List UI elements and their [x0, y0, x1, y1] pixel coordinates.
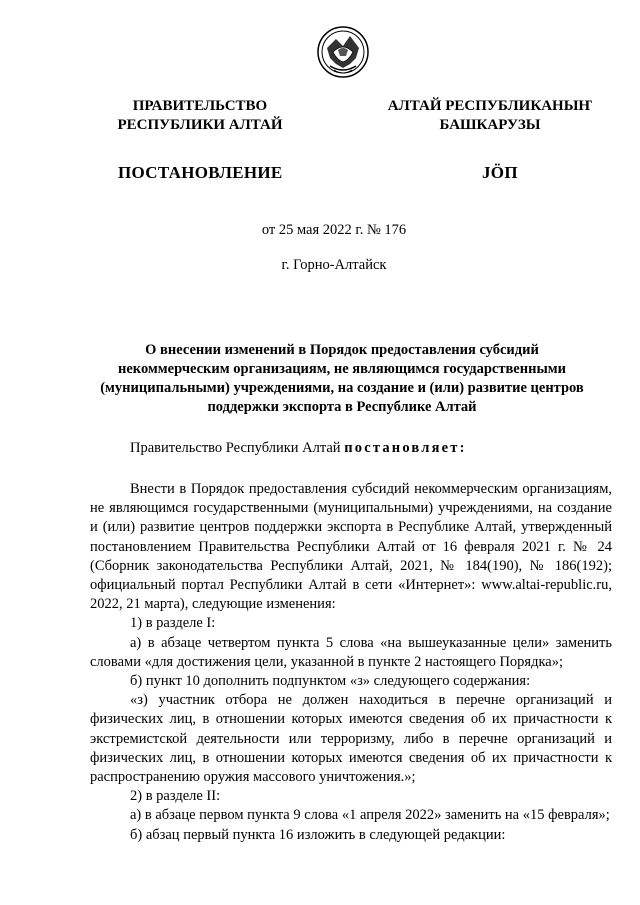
document-body [90, 480, 612, 845]
paragraph: а) в абзаце четвертом пункта 5 слова «на вышеуказанные цели» заменить словами «для достижения цели, указанной в пункте 2 настоящего Порядка»; [90, 634, 612, 670]
document-type-altai: JӦП [482, 163, 518, 182]
document-city: г. Горно-Алтайск [281, 257, 387, 273]
issuer-header-russian [100, 97, 300, 135]
issuer-line: АЛТАЙ РЕСПУБЛИКАНЫҤ [387, 98, 593, 114]
title-line: некоммерческим организациям, не являющимся государственными [118, 361, 566, 377]
title-line: поддержки экспорта в Республике Алтай [207, 399, 477, 415]
title-line: О внесении изменений в Порядок предоставления субсидий [145, 342, 539, 358]
coat-of-arms-emblem [316, 22, 370, 82]
paragraph: б) абзац первый пункта 16 изложить в следующей редакции: [130, 826, 506, 843]
paragraph: «з) участник отбора не должен находиться в перечне организаций и физических лиц, в отношении которых имеются сведения об их причастности к экстремистской деятельности или терроризму, либо в перечне организаций и физических лиц, в отношении которых имеются сведения об их причастности к распространению оружия массового уничтожения.»; [90, 692, 612, 786]
issuer-line: РЕСПУБЛИКИ АЛТАЙ [117, 117, 283, 133]
list-item: 2) в разделе II: [130, 788, 221, 805]
decree-text: Правительство Республики Алтай [130, 440, 345, 456]
issuer-header-altai [380, 97, 600, 135]
paragraph: Внести в Порядок предоставления субсидий некоммерческим организациям, не являющимся государственными (муниципальными) учреждениями, на создание и (или) развитие центров поддержки экспорта в Республике Алтай, утвержденный постановлением Правительства Республики Алтай от 16 февраля 2021 г. № 24 (Сборник законодательства Республики Алтай, 2021, № 184(190), № 186(192); официальный портал Республики Алтай в сети «Интернет»: www.altai-republic.ru, 2022, 21 марта), следующие изменения: [90, 481, 612, 613]
document-title [92, 341, 592, 417]
list-item: 1) в разделе I: [130, 615, 216, 632]
decree-statement [130, 440, 467, 457]
issuer-line: ПРАВИТЕЛЬСТВО [132, 98, 268, 114]
paragraph: б) пункт 10 дополнить подпунктом «з» следующего содержания: [130, 673, 531, 690]
document-type-russian: ПОСТАНОВЛЕНИЕ [118, 163, 283, 182]
document-date-number: от 25 мая 2022 г. № 176 [261, 222, 407, 238]
title-line: (муниципальными) учреждениями, на создание и (или) развитие центров [100, 380, 584, 396]
paragraph: а) в абзаце первом пункта 9 слова «1 апреля 2022» заменить на «15 февраля»; [130, 807, 610, 824]
issuer-line: БАШКАРУЗЫ [439, 117, 541, 133]
decree-emphasis: постановляет: [344, 440, 467, 456]
